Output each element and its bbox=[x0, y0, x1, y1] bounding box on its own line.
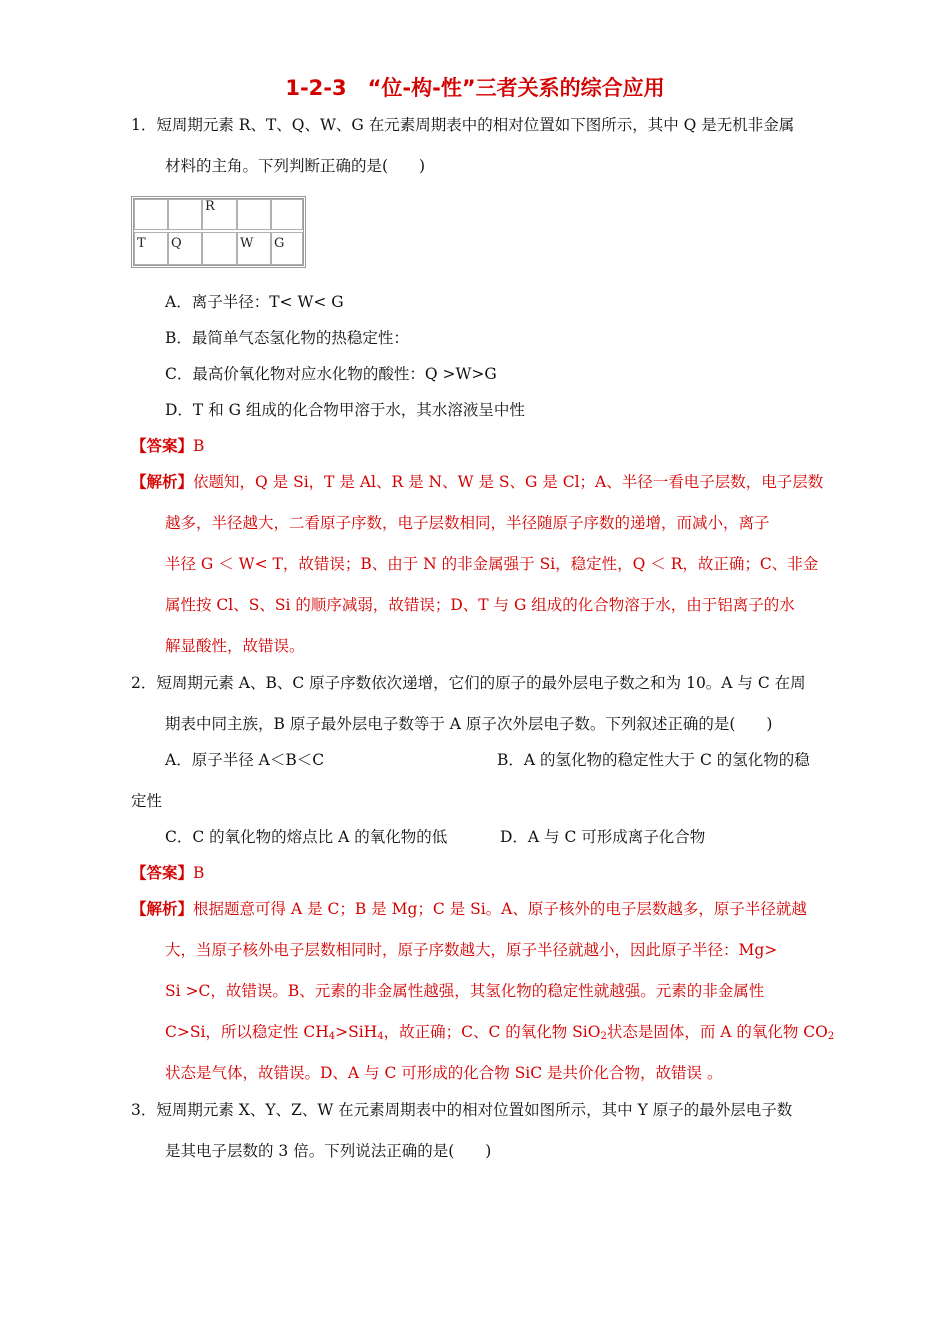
q2-option-c: C．C 的氧化物的熔点比 A 的氧化物的低 bbox=[165, 828, 448, 846]
table-cell-r: R bbox=[202, 199, 237, 230]
subscript: 4 bbox=[377, 1031, 384, 1042]
table-cell-g: G bbox=[271, 232, 303, 265]
q1-stem-line2: 材料的主角。下列判断正确的是( ) bbox=[165, 157, 426, 175]
q1-stem-line1: 1．短周期元素 R、T、Q、W、G 在元素周期表中的相对位置如下图所示，其中 Q 是无机非金属 bbox=[131, 116, 795, 134]
table-cell-w: W bbox=[237, 232, 271, 265]
subscript: 4 bbox=[328, 1031, 336, 1042]
table-cell-t: T bbox=[134, 232, 168, 265]
subscript: 2 bbox=[600, 1031, 607, 1042]
q3-stem-line1: 3．短周期元素 X、Y、Z、W 在元素周期表中的相对位置如图所示，其中 Y 原子的最外层电子数 bbox=[131, 1101, 793, 1119]
q3-stem-line2: 是其电子层数的 3 倍。下列说法正确的是( ) bbox=[165, 1142, 492, 1160]
q1-analysis-line1 bbox=[131, 472, 823, 492]
analysis-tag: 【解析】 bbox=[131, 899, 194, 918]
q2-analysis-line3: Si >C，故错误。B、元素的非金属性越强，其氢化物的稳定性就越强。元素的非金属性 bbox=[165, 982, 765, 1000]
q1-option-a: A．离子半径：T< W< G bbox=[165, 293, 344, 311]
q1-option-d: D．T 和 G 组成的化合物甲溶于水，其水溶液呈中性 bbox=[165, 401, 525, 419]
q2-option-b: B．A 的氢化物的稳定性大于 C 的氢化物的稳 bbox=[497, 751, 810, 769]
q2-option-b-cont: 定性 bbox=[131, 792, 163, 810]
analysis-text: C>Si，所以稳定性 CH bbox=[165, 1023, 329, 1041]
q1-analysis-line2: 越多，半径越大，二看原子序数，电子层数相同，半径随原子序数的递增，而减小，离子 bbox=[165, 514, 770, 532]
periodic-table-fragment bbox=[131, 196, 306, 268]
q2-analysis-line5: 状态是气体，故错误。D、A 与 C 可形成的化合物 SiC 是共价化合物，故错误 。 bbox=[165, 1064, 723, 1082]
answer-value: B bbox=[193, 864, 205, 882]
q2-analysis-line4 bbox=[165, 1022, 834, 1047]
table-cell bbox=[168, 199, 202, 230]
q2-answer bbox=[131, 863, 204, 883]
analysis-text: 依题知，Q 是 Si，T 是 Al、R 是 N、W 是 S、G 是 Cl；A、半径一看电子层数，电子层数 bbox=[193, 473, 824, 491]
q1-option-c: C．最高价氧化物对应水化物的酸性：Q >W>G bbox=[165, 365, 497, 383]
answer-value: B bbox=[193, 437, 205, 455]
answer-tag: 【答案】 bbox=[131, 863, 194, 882]
table-cell-q: Q bbox=[168, 232, 202, 265]
analysis-text: 根据题意可得 A 是 C；B 是 Mg；C 是 Si。A、原子核外的电子层数越多，原子半径就越 bbox=[193, 900, 807, 918]
analysis-text: 状态是固体，而 A 的氧化物 CO bbox=[606, 1023, 828, 1041]
analysis-tag: 【解析】 bbox=[131, 472, 194, 491]
q2-option-d: D．A 与 C 可形成离子化合物 bbox=[500, 828, 706, 846]
q1-analysis-line4: 属性按 Cl、S、Si 的顺序减弱，故错误；D、T 与 G 组成的化合物溶于水，由于铝离子的水 bbox=[165, 596, 795, 614]
q1-answer bbox=[131, 436, 204, 456]
q1-option-b: B．最简单气态氢化物的热稳定性： bbox=[165, 329, 409, 347]
analysis-text: ，故正确；C、C 的氧化物 SiO bbox=[383, 1023, 601, 1041]
q2-analysis-line1 bbox=[131, 899, 807, 919]
q2-analysis-line2: 大，当原子核外电子层数相同时，原子序数越大，原子半径就越小，因此原子半径：Mg> bbox=[165, 941, 778, 959]
table-cell bbox=[134, 199, 168, 230]
analysis-text: >SiH bbox=[335, 1023, 378, 1041]
page-title: 1-2-3 “位-构-性”三者关系的综合应用 bbox=[285, 76, 665, 100]
answer-tag: 【答案】 bbox=[131, 436, 194, 455]
q2-stem-line1: 2．短周期元素 A、B、C 原子序数依次递增，它们的原子的最外层电子数之和为 10。A 与 C 在周 bbox=[131, 674, 806, 692]
table-cell bbox=[237, 199, 271, 230]
table-cell bbox=[202, 232, 237, 265]
table-cell bbox=[271, 199, 303, 230]
subscript: 2 bbox=[827, 1031, 835, 1042]
q2-stem-line2: 期表中同主族，B 原子最外层电子数等于 A 原子次外层电子数。下列叙述正确的是( ) bbox=[165, 715, 773, 733]
q1-analysis-line3: 半径 G ＜ W< T，故错误；B、由于 N 的非金属强于 Si，稳定性，Q ＜ R，故正确；C、非金 bbox=[165, 555, 819, 573]
q1-analysis-line5: 解显酸性，故错误。 bbox=[165, 637, 305, 655]
q2-option-a: A．原子半径 A＜B＜C bbox=[165, 751, 325, 769]
